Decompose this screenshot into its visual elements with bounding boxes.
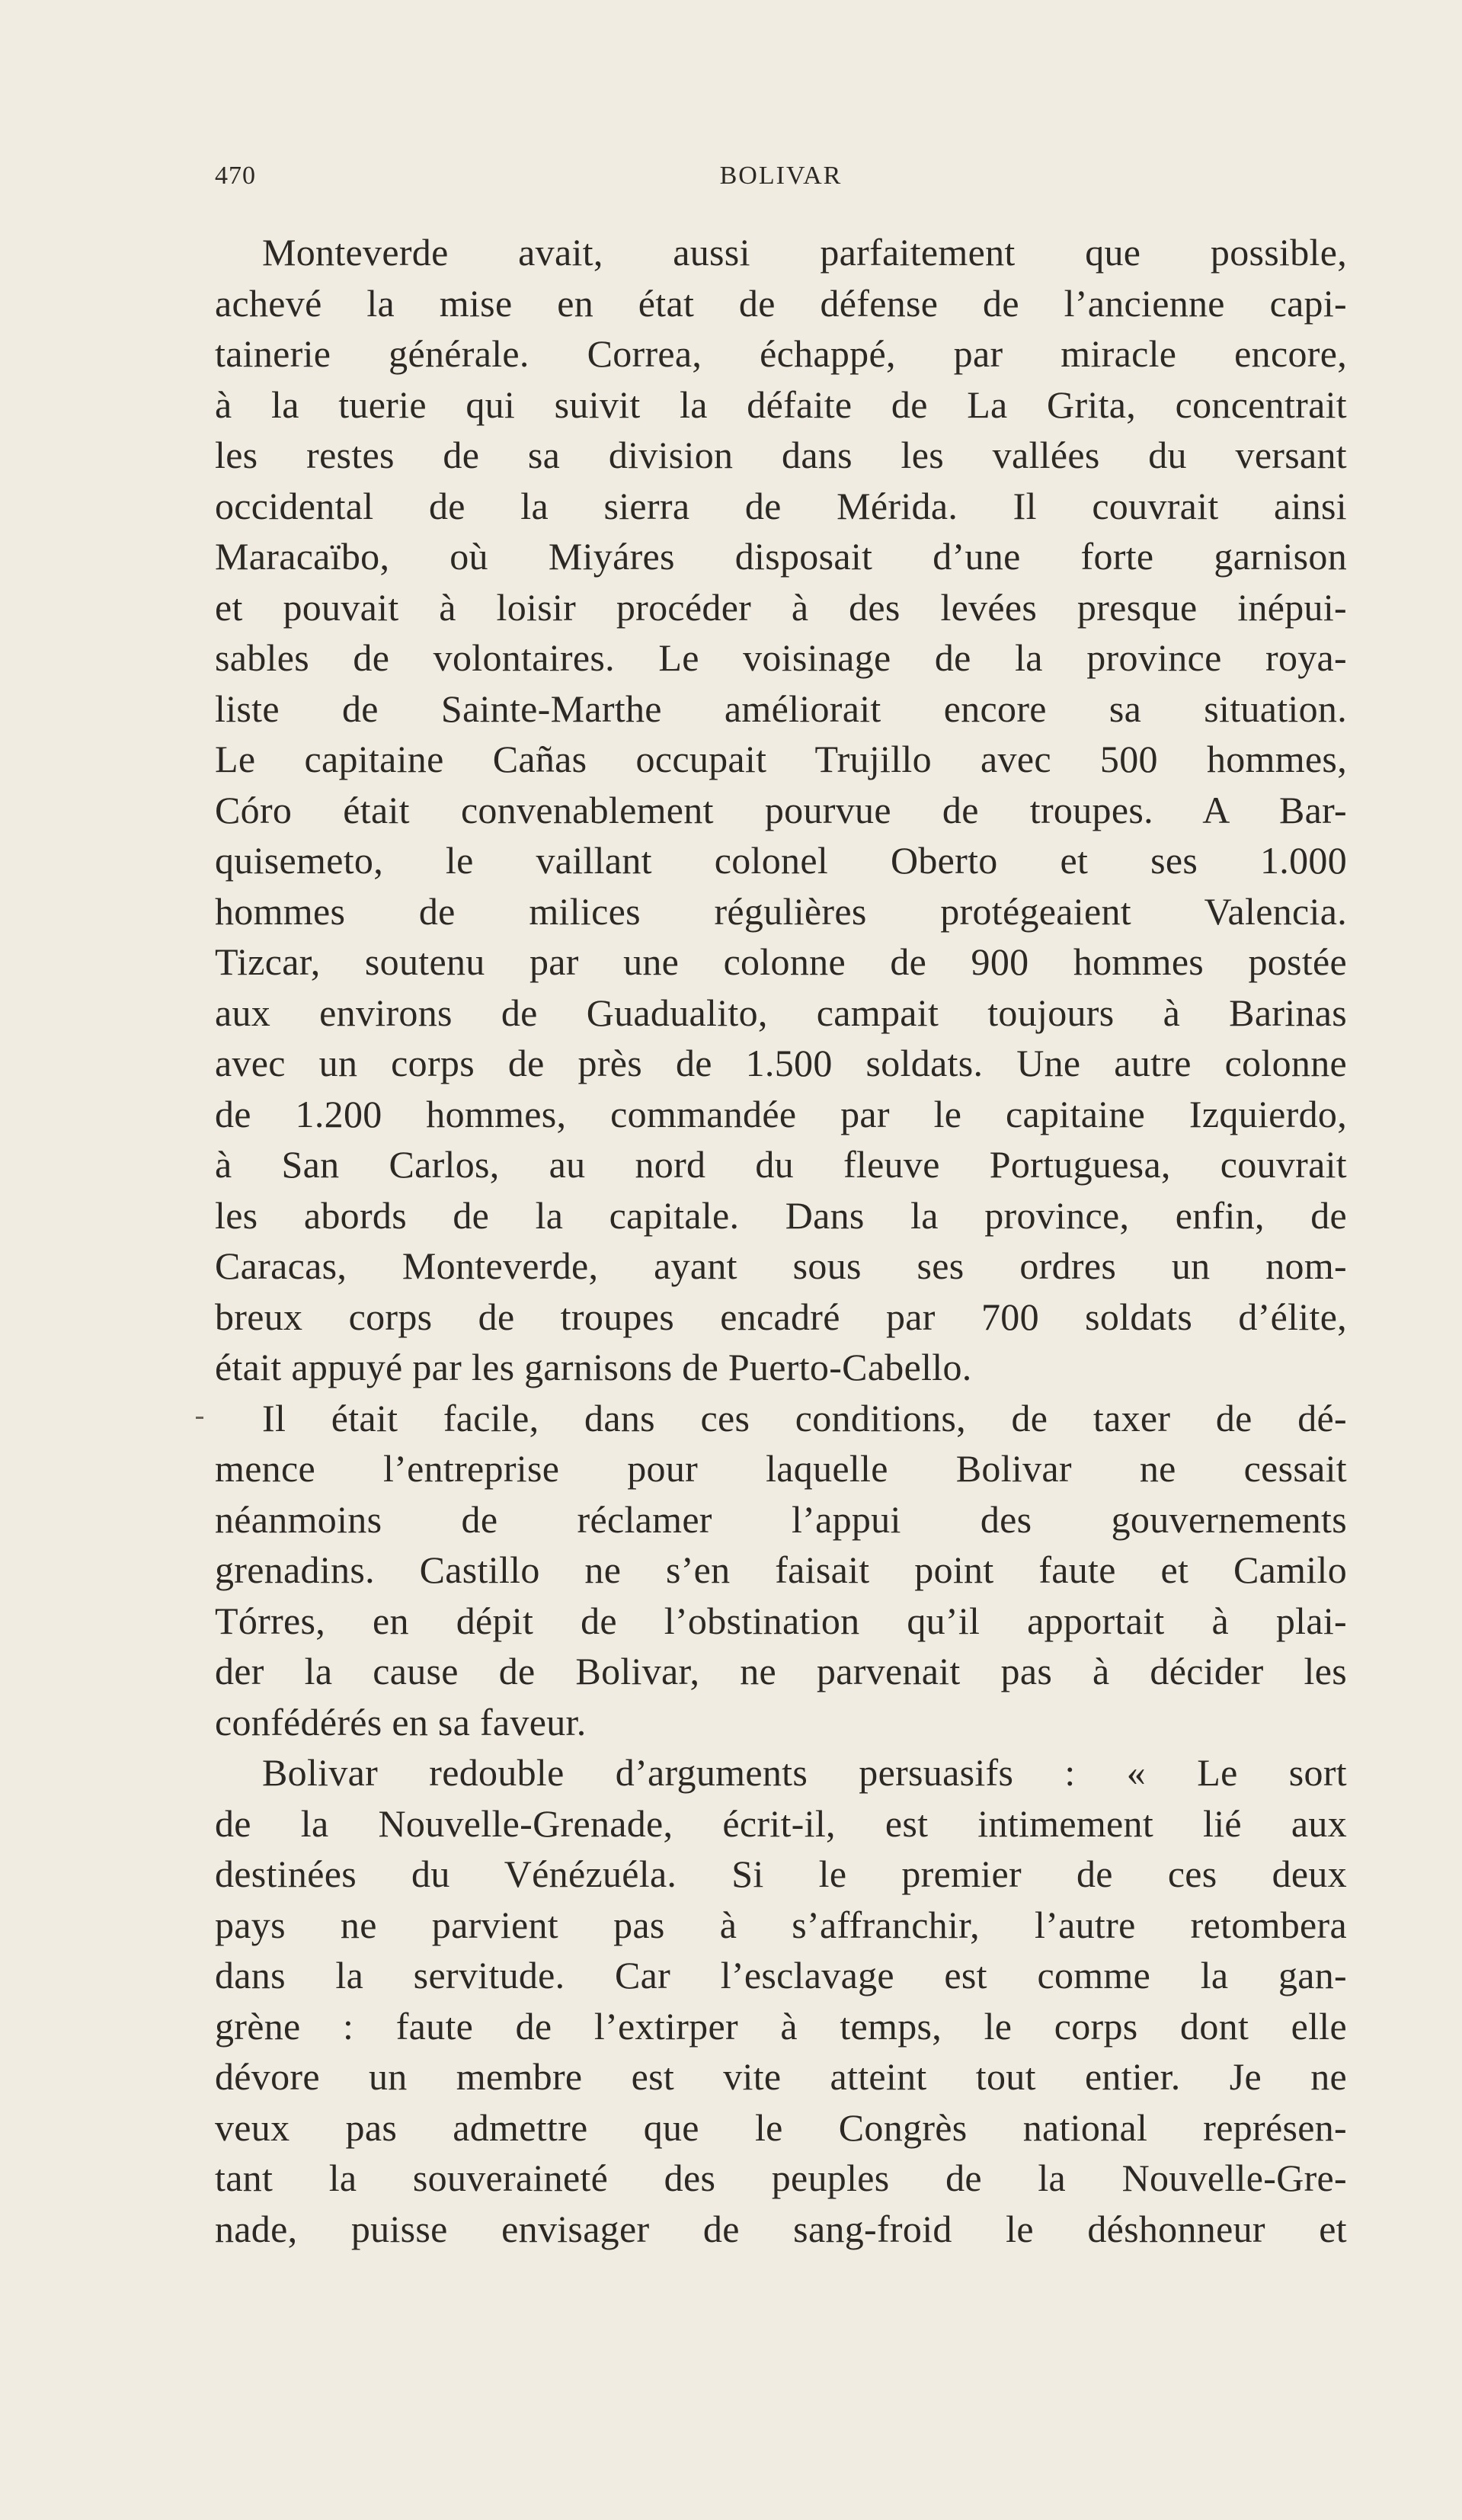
text-line: les restes de sa division dans les vallées du versant — [215, 434, 1347, 476]
text-line: nade, puisse envisager de sang-froid le déshonneur et — [215, 2207, 1347, 2250]
text-line: Bolivar redouble d’arguments persuasifs : « Le sort — [262, 1751, 1347, 1794]
text-line: aux environs de Guadualito, campait toujours à Barinas — [215, 991, 1347, 1034]
text-line: grène : faute de l’extirper à temps, le corps dont elle — [215, 2004, 1347, 2048]
text-line: de la Nouvelle-Grenade, écrit-il, est intimement lié aux — [215, 1801, 1347, 1845]
running-title: BOLIVAR — [719, 162, 843, 190]
text-line: Tórres, en dépit de l’obstination qu’il apportait à plai- — [215, 1599, 1347, 1642]
text-line: Tizcar, soutenu par une colonne de 900 hommes postée — [215, 940, 1347, 983]
text-line: liste de Sainte-Marthe améliorait encore sa situation. — [215, 687, 1347, 730]
text-line: sables de volontaires. Le voisinage de la province roya- — [215, 636, 1347, 679]
text-line: mence l’entreprise pour laquelle Bolivar ne cessait — [215, 1447, 1347, 1490]
text-line: néanmoins de réclamer l’appui des gouvernements — [215, 1497, 1347, 1541]
text-line: tant la souveraineté des peuples de la Nouvelle-Gre- — [215, 2157, 1347, 2199]
text-line: achevé la mise en état de défense de l’ancienne capi- — [215, 281, 1347, 325]
text-line: breux corps de troupes encadré par 700 soldats d’élite, — [215, 1295, 1347, 1338]
text-line: dans la servitude. Car l’esclavage est comme la gan- — [215, 1954, 1347, 1996]
text-line: était appuyé par les garnisons de Puerto-Cabello. — [215, 1346, 972, 1388]
text-line: Maracaïbo, où Miyáres disposait d’une forte garnison — [215, 535, 1347, 578]
text-line: quisemeto, le vaillant colonel Oberto et ses 1.000 — [215, 839, 1347, 882]
text-line: dévore un membre est vite atteint tout entier. Je ne — [215, 2055, 1347, 2098]
text-line: Córo était convenablement pourvue de troupes. A Bar- — [215, 788, 1347, 831]
text-line: avec un corps de près de 1.500 soldats. Une autre colonne — [215, 1042, 1347, 1084]
margin-mark — [196, 1417, 203, 1419]
text-line: de 1.200 hommes, commandée par le capitaine Izquierdo, — [215, 1092, 1347, 1135]
text-line: et pouvait à loisir procéder à des levées presque inépui- — [215, 585, 1347, 629]
text-line: les abords de la capitale. Dans la province, enfin, de — [215, 1193, 1347, 1237]
text-line: destinées du Vénézuéla. Si le premier de ces deux — [215, 1852, 1347, 1895]
text-line: Caracas, Monteverde, ayant sous ses ordres un nom- — [215, 1244, 1347, 1287]
text-line: der la cause de Bolivar, ne parvenait pas à décider les — [215, 1650, 1347, 1692]
page-number: 470 — [215, 162, 256, 190]
text-line: confédérés en sa faveur. — [215, 1700, 587, 1744]
text-line: veux pas admettre que le Congrès national représen- — [215, 2105, 1347, 2149]
text-line: grenadins. Castillo ne s’en faisait point faute et Camilo — [215, 1548, 1347, 1591]
text-line: Monteverde avait, aussi parfaitement que possible, — [262, 231, 1347, 274]
text-line: à la tuerie qui suivit la défaite de La Grita, concentrait — [215, 383, 1347, 426]
text-line: tainerie générale. Correa, échappé, par miracle encore, — [215, 332, 1347, 375]
body-text — [215, 227, 1347, 2254]
text-line: occidental de la sierra de Mérida. Il couvrait ainsi — [215, 484, 1347, 527]
text-line: pays ne parvient pas à s’affranchir, l’autre retombera — [215, 1903, 1347, 1946]
text-line: Il était facile, dans ces conditions, de taxer de dé- — [262, 1396, 1347, 1439]
text-line: hommes de milices régulières protégeaient Valencia. — [215, 889, 1347, 933]
text-line: à San Carlos, au nord du fleuve Portuguesa, couvrait — [215, 1143, 1347, 1186]
text-line: Le capitaine Cañas occupait Trujillo avec 500 hommes, — [215, 738, 1347, 780]
running-head — [215, 162, 1347, 200]
